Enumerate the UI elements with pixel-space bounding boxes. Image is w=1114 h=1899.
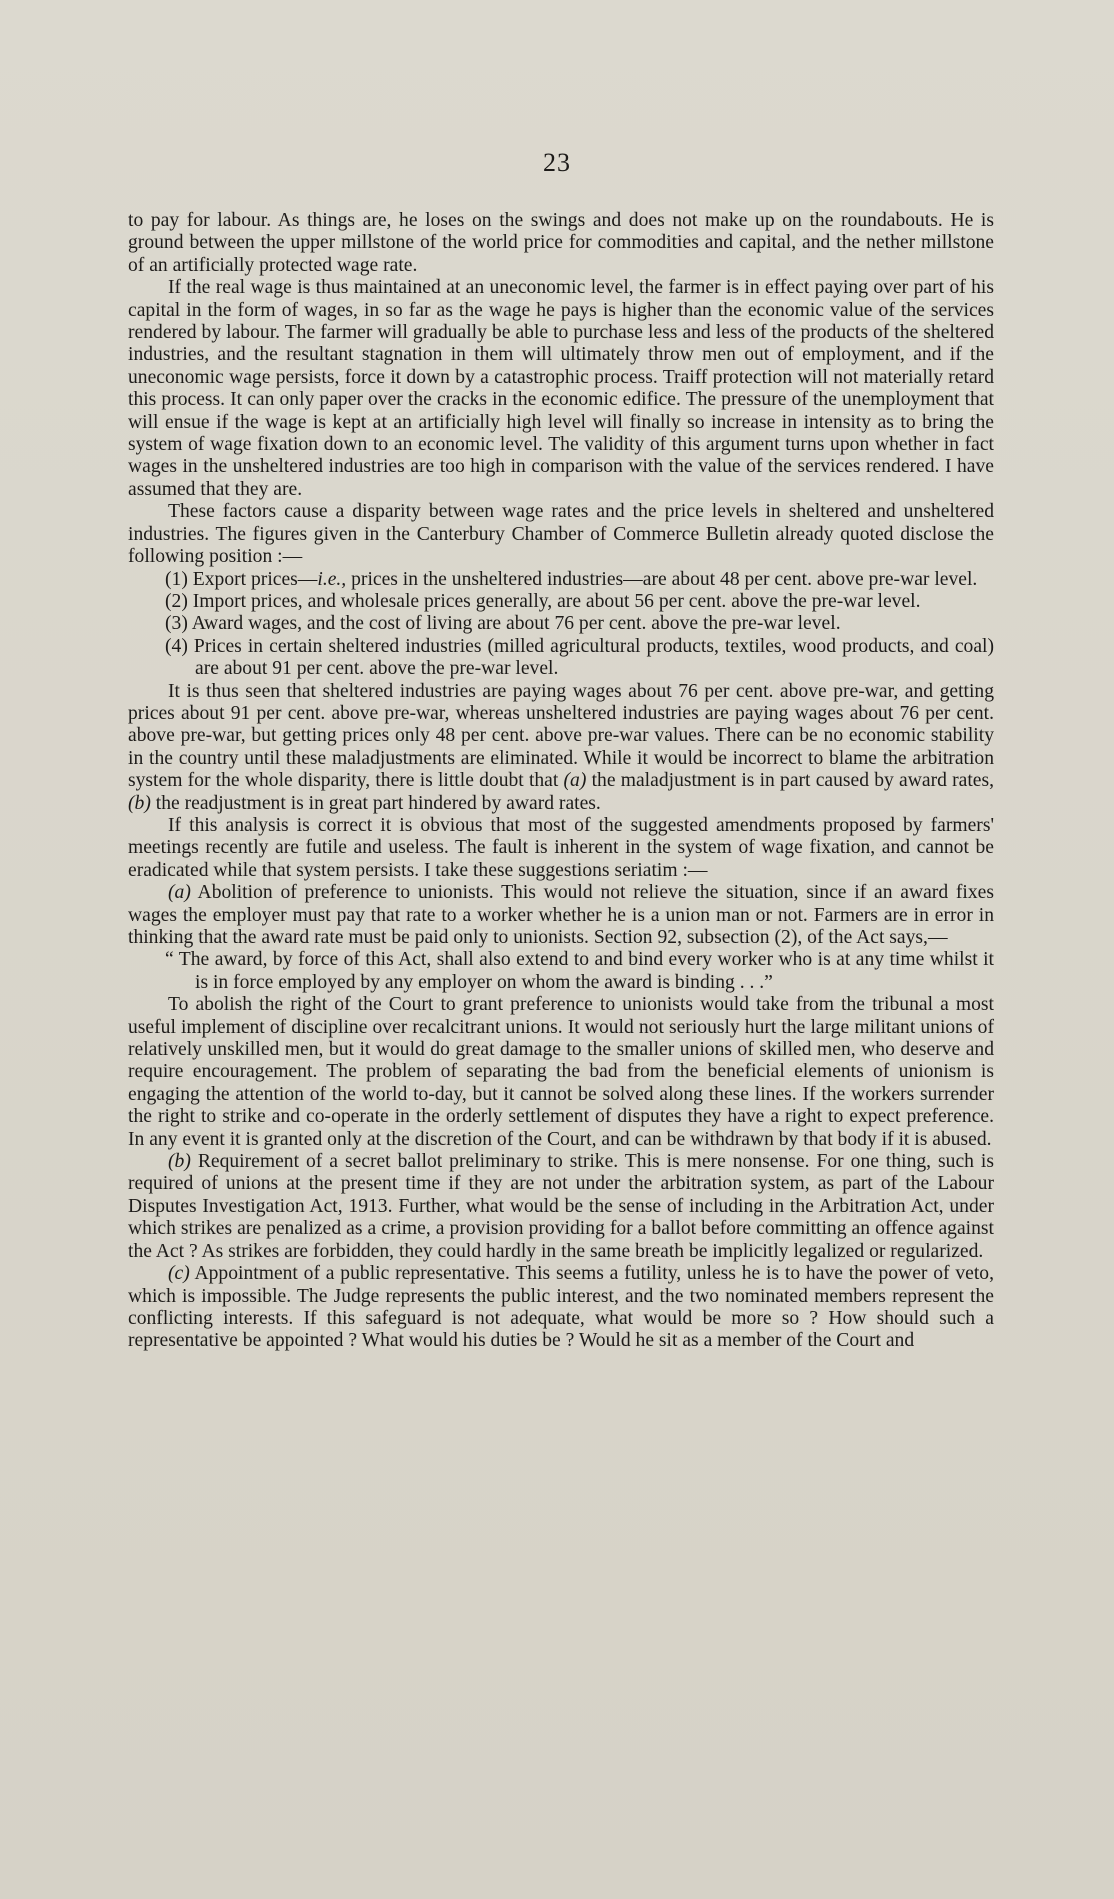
list-item: (3) Award wages, and the cost of living are about 76 per cent. above the pre-war level. bbox=[165, 613, 841, 635]
list-item: (2) Import prices, and wholesale prices generally, are about 56 per cent. above the pre-war level. bbox=[165, 590, 921, 612]
paragraph: These factors cause a disparity between wage rates and the price levels in sheltered and unsheltered industries. The figures given in the Canterbury Chamber of Commerce Bulletin already quoted disclose the following position :— bbox=[128, 501, 994, 568]
paragraph: If this analysis is correct it is obvious that most of the suggested amendments proposed by farmers' meetings recently are futile and useless. The fault is inherent in the system of wage fixation, and cannot be eradicated while that system persists. I take these suggestions seriatim :— bbox=[128, 814, 994, 881]
list-number: (2) bbox=[165, 590, 188, 612]
block-quote: “ The award, by force of this Act, shall also extend to and bind every worker who is at any time whilst it is in force employed by any employer on whom the award is binding . . .” bbox=[165, 949, 994, 993]
paragraph: (b) Requirement of a secret ballot preliminary to strike. This is mere nonsense. For one thing, such is required of unions at the present time if they are not under the arbitration system, as part of the Labour Disputes Investigation Act, 1913. Further, what would be the sense of including in the Arbitration Act, under which strikes are penalized as a crime, a provision providing for a ballot before committing an offence against the Act ? As strikes are forbidden, they could hardly in the same breath be implicitly legalized or regularized. bbox=[128, 1151, 994, 1262]
list-number: (3) bbox=[165, 613, 188, 635]
paragraph: It is thus seen that sheltered industries are paying wages about 76 per cent. above pre-war, and getting prices about 91 per cent. above pre-war, whereas unsheltered industries are paying wages about 76 per cent. above pre-war, but getting prices only 48 per cent. above pre-war values. There can be no economic stability in the country until these maladjustments are eliminated. While it would be incorrect to blame the arbitration system for the whole disparity, there is little doubt that (a) the maladjustment is in part caused by award rates, (b) the readjustment is in great part hindered by award rates. bbox=[128, 680, 994, 814]
list-item: (4) Prices in certain sheltered industries (milled agricultural products, textiles, wood products, and coal) are about 91 per cent. above the pre-war level. bbox=[165, 635, 995, 680]
paragraph: (a) Abolition of preference to unionists. This would not relieve the situation, since if an award fixes wages the employer must pay that rate to a worker whether he is a union man or not. Farmers are in error in thinking that the award rate must be paid only to unionists. Section 92, subsection (2), of the Act says,— bbox=[128, 882, 994, 948]
paragraph: If the real wage is thus maintained at an uneconomic level, the farmer is in effect paying over part of his capital in the form of wages, in so far as the wage he pays is higher than the economic value of the services rendered by labour. The farmer will gradually be able to purchase less and less of the products of the sheltered industries, and the resultant stagnation in them will ultimately throw men out of employment, and if the uneconomic wage persists, force it down by a catastrophic process. Traiff protection will not materially retard this process. It can only paper over the cracks in the economic edifice. The pressure of the unemployment that will ensue if the wage is kept at an artificially high level will finally so increase in intensity as to bring the system of wage fixation down to an economic level. The validity of this argument turns upon whether in fact wages in the unsheltered industries are too high in comparison with the value of the services rendered. I have assumed that they are. bbox=[128, 277, 994, 500]
list-number: (1) bbox=[165, 568, 188, 590]
page-number: 23 bbox=[543, 148, 571, 177]
paragraph: (c) Appointment of a public representative. This seems a futility, unless he is to have the power of veto, which is impossible. The Judge represents the public interest, and the two nominated members represent the conflicting interests. If this safeguard is not adequate, what would be more so ? How should such a representative be appointed ? What would his duties be ? Would he sit as a member of the Court and bbox=[128, 1263, 994, 1352]
list-number: (4) bbox=[165, 635, 188, 657]
paragraph: To abolish the right of the Court to grant preference to unionists would take from the tribunal a most useful implement of discipline over recalcitrant unions. It would not seriously hurt the large militant unions of relatively unskilled men, but it would do great damage to the smaller unions of skilled men, who deserve and require encouragement. The problem of separating the bad from the beneficial elements of unionism is engaging the attention of the world to-day, but it cannot be solved along these lines. If the workers surrender the right to strike and co-operate in the orderly settlement of disputes they have a right to expect preference. In any event it is granted only at the discretion of the Court, and can be withdrawn by that body if it is abused. bbox=[128, 994, 994, 1150]
paragraph: to pay for labour. As things are, he loses on the swings and does not make up on the roundabouts. He is ground between the upper millstone of the world price for commodities and capital, and the nether millstone of an artificially protected wage rate. bbox=[128, 210, 994, 276]
list-item: (1) Export prices—i.e., prices in the unsheltered industries—are about 48 per cent. above pre-war level. bbox=[165, 568, 978, 590]
body-text bbox=[128, 210, 994, 1353]
